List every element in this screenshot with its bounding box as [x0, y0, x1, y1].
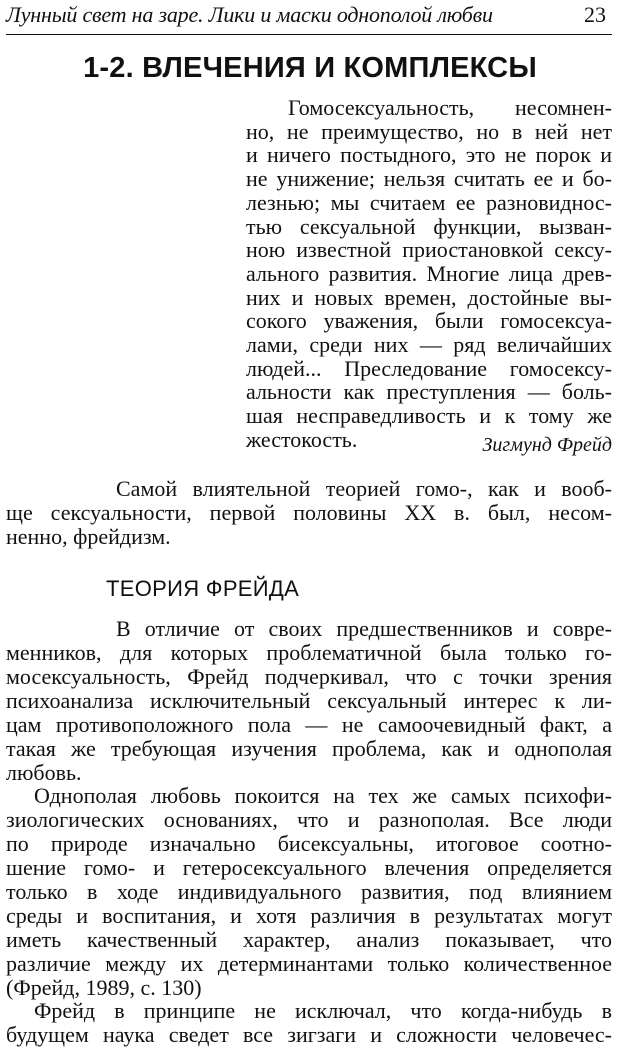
- chapter-title: 1-2. ВЛЕЧЕНИЯ И КОМПЛЕКСЫ: [83, 52, 537, 84]
- epigraph-line: и ничего постыдного, это не порок и: [246, 142, 612, 168]
- paragraph-line: шение гомо- и гетеросексуального влечения определяется: [6, 855, 612, 880]
- epigraph-line: лами, среди них — ряд величайших: [246, 332, 612, 358]
- epigraph-line: лезнью; мы считаем ее разновиднос-: [246, 189, 612, 215]
- paragraph-line: цам противоположного пола — не самоочевидный факт, а: [6, 712, 612, 737]
- paragraph-line: Самой влиятельной теорией гомо-, как и вооб-: [116, 476, 612, 501]
- paragraph-line: В отличие от своих предшественников и совре-: [116, 616, 612, 641]
- paragraph-line: среды и воспитания, и хотя различия в результатах могут: [6, 903, 612, 928]
- epigraph-line: жестокость.: [246, 426, 358, 452]
- epigraph-line: людей... Преследование гомосексу-: [246, 355, 612, 381]
- paragraph-theory-1: [6, 617, 612, 785]
- epigraph-line: шая несправедливость и к тому же: [246, 403, 612, 429]
- paragraph-line: Фрейд в принципе не исключал, что когда-нибудь в: [34, 998, 612, 1023]
- paragraph-line: ненно, фрейдизм.: [6, 524, 171, 549]
- section-heading: ТЕОРИЯ ФРЕЙДА: [106, 576, 300, 601]
- paragraph-line: ще сексуальности, первой половины XX в. был, несом-: [6, 500, 612, 525]
- paragraph-line: иметь качественный характер, анализ показывает, что: [6, 927, 612, 952]
- paragraph-line: по природе изначально бисексуальны, итоговое соотно-: [6, 831, 612, 856]
- paragraph-theory-3: [6, 999, 612, 1047]
- paragraph-line: только в ходе индивидуального развития, под влиянием: [6, 879, 612, 904]
- paragraph-theory-2: [6, 784, 612, 1000]
- paragraph-line: мосексуальность, Фрейд подчеркивал, что с точки зрения: [6, 664, 612, 689]
- paragraph-line: психоанализа исключительный сексуальный интерес к ли-: [6, 688, 612, 713]
- paragraph-line: Однополая любовь покоится на тех же самых психофи-: [34, 783, 612, 808]
- paragraph-line: (Фрейд, 1989, с. 130): [6, 975, 202, 1000]
- running-title: Лунный свет на заре. Лики и маски однополой любви: [6, 2, 493, 27]
- page-number: 23: [584, 2, 606, 27]
- epigraph-line: но, не преимущество, но в ней нет: [246, 118, 612, 144]
- epigraph: [246, 96, 612, 452]
- epigraph-line: альности как преступления — боль-: [246, 379, 612, 405]
- epigraph-line: ною известной приостановкой сексу-: [246, 237, 612, 263]
- paragraph-line: будущем наука сведет все зигзаги и сложности человечес-: [6, 1022, 612, 1047]
- epigraph-line: сокого уважения, были гомосексуа-: [246, 308, 612, 334]
- epigraph-line: Гомосексуальность, несомнен-: [288, 95, 612, 120]
- paragraph-line: зиологических основаниях, что и разнополая. Все люди: [6, 807, 612, 832]
- paragraph-line: любовь.: [6, 760, 82, 785]
- running-header: [6, 2, 612, 35]
- paragraph-line: менников, для которых проблематичной была только го-: [6, 640, 612, 665]
- epigraph-line: ального развития. Многие лица древ-: [246, 260, 612, 286]
- epigraph-author: Зигмунд Фрейд: [482, 434, 612, 456]
- paragraph-line: различие между их детерминантами только количественное: [6, 951, 612, 976]
- epigraph-line: не унижение; нельзя считать ее и бо-: [246, 166, 612, 192]
- epigraph-line: них и новых времен, достойные вы-: [246, 284, 612, 310]
- intro-paragraph: [6, 477, 612, 549]
- paragraph-line: такая же требующая изучения проблема, как и однополая: [6, 736, 612, 761]
- epigraph-line: тью сексуальной функции, вызван-: [246, 213, 612, 239]
